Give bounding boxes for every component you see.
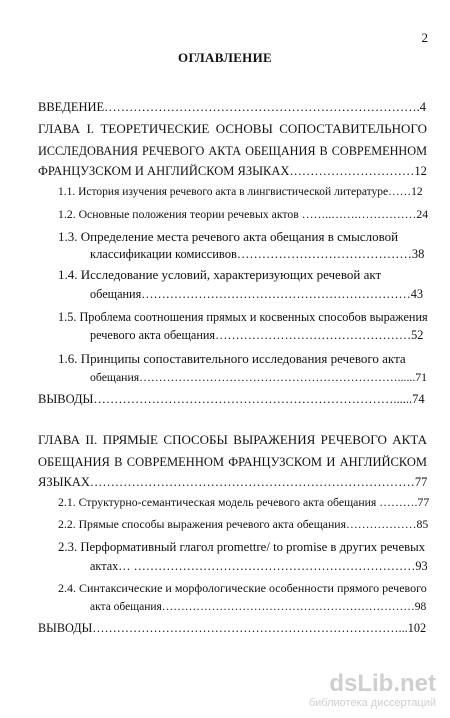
toc-entry: 2.1. Структурно-семантическая модель речевого акта обещания ……….77	[58, 496, 429, 509]
toc-entry: ВЫВОДЫ…………………………………………………………………...102	[38, 621, 427, 635]
toc-entry: 2.3. Перформативный глагол promettre/ to promise в других речевых	[58, 540, 426, 554]
toc-entry: ГЛАВА I. ТЕОРЕТИЧЕСКИЕ ОСНОВЫ СОПОСТАВИТЕЛЬНОГО	[38, 121, 427, 136]
toc-entry: ЯЗЫКАХ……………………………………………………………………77	[38, 475, 427, 489]
toc-entry: ВЫВОДЫ………………………………………………………………......74	[38, 392, 425, 406]
watermark-subtitle: библиотека диссертаций	[308, 697, 436, 709]
toc-entry: обещания…………………………………………………………......71	[90, 371, 428, 384]
toc-entry: 1.1. История изучения речевого акта в лингвистической литературе……12	[58, 186, 423, 198]
toc-entry: 1.3. Определение места речевого акта обещания в смысловой	[58, 229, 399, 244]
toc-entry: акта обещания…………………………………………………………98	[90, 601, 427, 613]
toc-entry: 1.2. Основные положения теории речевых актов ……..…….……………24	[58, 208, 429, 221]
toc-entry: ГЛАВА II. ПРЯМЫЕ СПОСОБЫ ВЫРАЖЕНИЯ РЕЧЕВОГО АКТА	[38, 432, 427, 447]
watermark-logo: dsLib.net	[329, 670, 436, 697]
toc-entry: 1.5. Проблема соотношения прямых и косвенных способов выражения	[58, 310, 428, 324]
page-number: 2	[421, 30, 428, 45]
toc-entry: обещания…………………………………………………………43	[90, 287, 423, 301]
toc-entry: 2.4. Синтаксические и морфологические особенности прямого речевого	[58, 581, 427, 595]
toc-entry: 1.6. Принципы сопоставительного исследования речевого акта	[58, 351, 406, 366]
watermark	[309, 672, 436, 710]
toc-entry: ФРАНЦУЗСКОМ И АНГЛИЙСКОМ ЯЗЫКАХ…………………………12	[38, 164, 427, 178]
toc-entry: ОБЕЩАНИЯ В СОВРЕМЕННОМ ФРАНЦУЗСКОМ И АНГЛИЙСКОМ	[38, 455, 427, 469]
toc-entry: классификации комиссивов……………………………………38	[90, 247, 425, 261]
toc-entry: актах… ……………………………………………………………93	[90, 559, 428, 573]
toc-entry: речевого акта обещания…………………………………………52	[90, 328, 424, 342]
toc-entry: 2.2. Прямые способы выражения речевого акта обещания………………85	[58, 518, 429, 531]
toc-entry: ВВЕДЕНИЕ………………………………………………………………….4	[38, 100, 427, 114]
toc-entry: 1.4. Исследование условий, характеризующих речевой акт	[58, 267, 382, 282]
toc-entry: ИССЛЕДОВАНИЯ РЕЧЕВОГО АКТА ОБЕЩАНИЯ В СОВРЕМЕННОМ	[38, 144, 427, 158]
page-title: ОГЛАВЛЕНИЕ	[178, 50, 272, 65]
